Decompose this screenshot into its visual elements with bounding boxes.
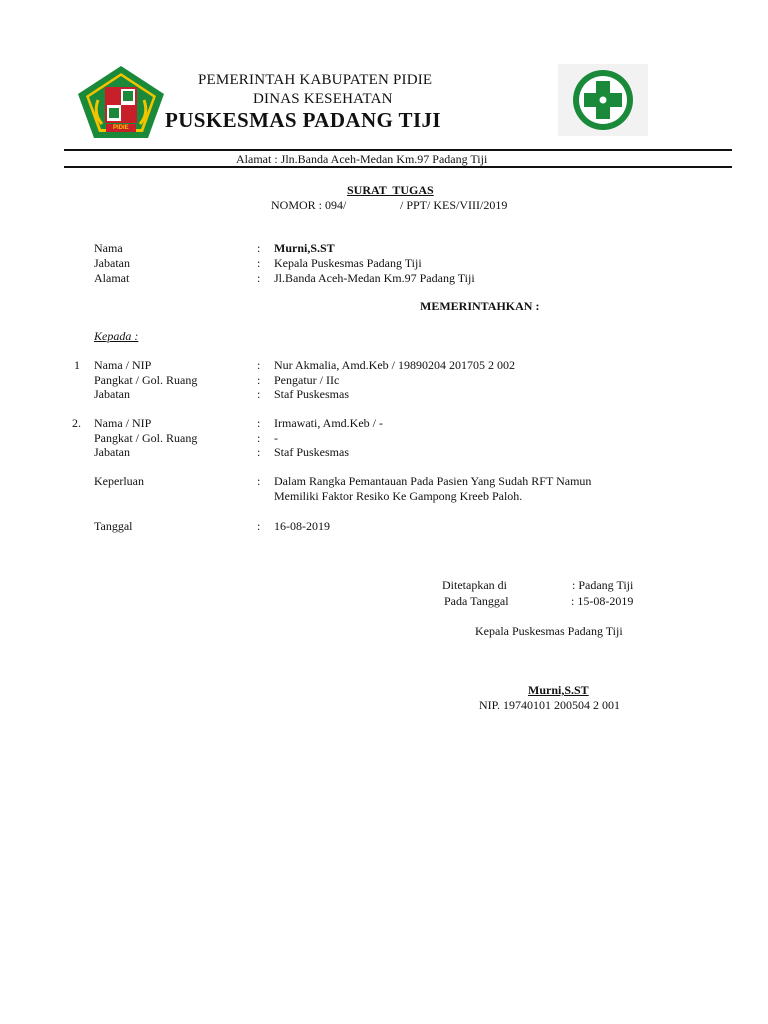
issued-date-label: Pada Tanggal	[444, 594, 509, 608]
person-rank-value: Pengatur / IIc	[274, 373, 340, 387]
person-position-label: Jabatan	[94, 445, 130, 459]
letter-number-suffix: / PPT/ KES/VIII/2019	[400, 198, 508, 212]
issuer-name-label: Nama	[94, 241, 123, 255]
header-line-government: PEMERINTAH KABUPATEN PIDIE	[198, 72, 433, 88]
purpose-label: Keperluan	[94, 474, 144, 488]
person-rank-value: -	[274, 431, 278, 445]
header-line-department: DINAS KESEHATAN	[253, 91, 393, 107]
person-name-value: Irmawati, Amd.Keb / -	[274, 416, 383, 430]
person-name-colon: :	[257, 416, 261, 430]
person-name-value: Nur Akmalia, Amd.Keb / 19890204 201705 2 002	[274, 358, 515, 372]
person-name-label: Nama / NIP	[94, 416, 152, 430]
person-position-colon: :	[257, 387, 261, 401]
person-rank-colon: :	[257, 373, 261, 387]
issuer-name-colon: :	[257, 241, 261, 255]
person-position-value: Staf Puskesmas	[274, 445, 349, 459]
person-number: 2.	[72, 416, 81, 430]
purpose-colon: :	[257, 474, 261, 488]
purpose-line-1: Dalam Rangka Pemantauan Pada Pasien Yang Sudah RFT Namun	[274, 474, 592, 488]
signer-position: Kepala Puskesmas Padang Tiji	[475, 624, 623, 638]
person-rank-colon: :	[257, 431, 261, 445]
issuer-name-value: Murni,S.ST	[274, 241, 335, 255]
signer-name: Murni,S.ST	[528, 683, 589, 697]
issuer-position-value: Kepala Puskesmas Padang Tiji	[274, 256, 422, 270]
issued-at-value: : Padang Tiji	[572, 578, 634, 592]
header-address: Alamat : Jln.Banda Aceh-Medan Km.97 Padang Tiji	[236, 152, 488, 166]
logo-ribbon-text: PIDIE	[113, 125, 129, 131]
issuer-position-label: Jabatan	[94, 256, 130, 270]
header-rule-top	[64, 149, 732, 151]
header-line-puskesmas: PUSKESMAS PADANG TIJI	[165, 108, 441, 132]
person-rank-label: Pangkat / Gol. Ruang	[94, 373, 198, 387]
letter-title: SURAT TUGAS	[347, 183, 434, 197]
issuer-address-value: Jl.Banda Aceh-Medan Km.97 Padang Tiji	[274, 271, 475, 285]
person-name-colon: :	[257, 358, 261, 372]
health-cross-logo	[558, 64, 648, 136]
person-rank-label: Pangkat / Gol. Ruang	[94, 431, 198, 445]
person-position-value: Staf Puskesmas	[274, 387, 349, 401]
person-number: 1	[74, 358, 80, 372]
issued-date-value: : 15-08-2019	[571, 594, 634, 608]
issuer-address-label: Alamat	[94, 271, 130, 285]
pidie-regency-logo	[76, 64, 166, 140]
letter-number-label: NOMOR : 094/	[271, 198, 347, 212]
person-position-label: Jabatan	[94, 387, 130, 401]
person-position-colon: :	[257, 445, 261, 459]
issued-at-label: Ditetapkan di	[442, 578, 507, 592]
issuer-address-colon: :	[257, 271, 261, 285]
green-cross-icon	[558, 64, 648, 136]
issuer-position-colon: :	[257, 256, 261, 270]
command-heading: MEMERINTAHKAN :	[420, 299, 540, 313]
person-name-label: Nama / NIP	[94, 358, 152, 372]
date-colon: :	[257, 519, 261, 533]
date-label: Tanggal	[94, 519, 133, 533]
signer-nip: NIP. 19740101 200504 2 001	[479, 698, 621, 712]
recipient-heading: Kepada :	[94, 329, 139, 343]
date-value: 16-08-2019	[274, 519, 330, 533]
purpose-line-2: Memiliki Faktor Resiko Ke Gampong Kreeb Paloh.	[274, 489, 523, 503]
header-rule-bottom	[64, 166, 732, 168]
